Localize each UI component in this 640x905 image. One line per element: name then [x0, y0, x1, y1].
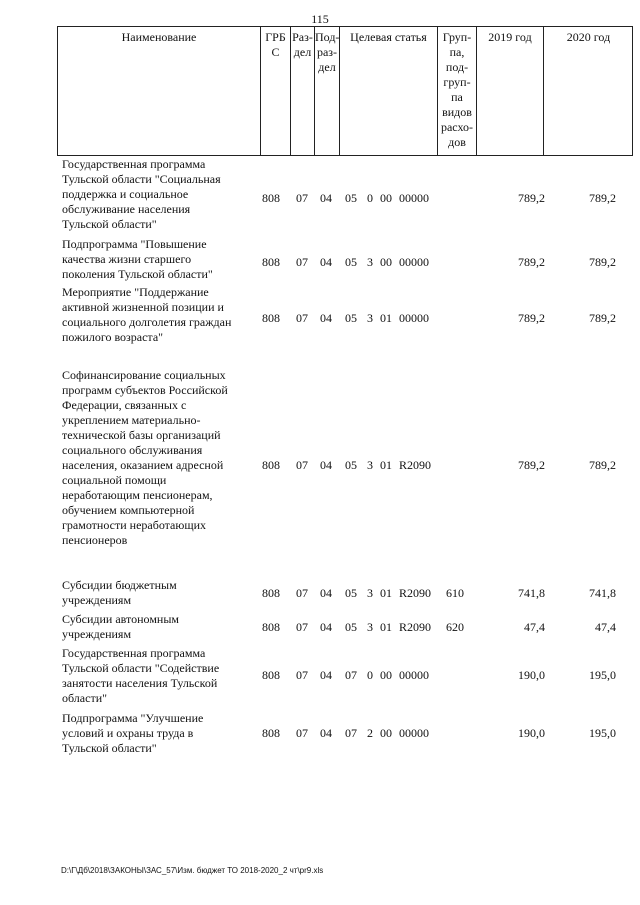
row-article-code: 00000	[399, 311, 429, 325]
row-razdel: 07	[296, 255, 308, 269]
row-name: Государственная программа Тульской области "Содействие занятости населения Тульской области"	[62, 646, 220, 705]
row-article-event: 00	[380, 668, 392, 682]
row-grbs: 808	[262, 311, 280, 325]
row-article-code: 00000	[399, 255, 429, 269]
row-2019: 190,0	[518, 726, 545, 740]
row-podrazdel: 04	[320, 586, 332, 600]
table-row	[0, 578, 640, 610]
table-row	[0, 237, 640, 283]
row-article-subprogram: 0	[367, 668, 373, 682]
row-article-event: 00	[380, 726, 392, 740]
row-grbs: 808	[262, 726, 280, 740]
table-row	[0, 285, 640, 349]
row-expense-group: 620	[446, 620, 464, 634]
row-2019: 47,4	[524, 620, 545, 634]
row-article-code: R2090	[399, 586, 432, 600]
row-article-program: 05	[345, 311, 357, 325]
row-article-program: 05	[345, 620, 357, 634]
header-grbs: ГРБ С	[260, 27, 290, 155]
page-number: 115	[311, 12, 329, 26]
row-article-program: 07	[345, 726, 357, 740]
row-name: Субсидии бюджетным учреждениям	[62, 578, 177, 607]
row-article-subprogram: 3	[367, 458, 373, 472]
header-2020: 2020 год	[543, 27, 633, 155]
table-row	[0, 612, 640, 644]
row-article-program: 05	[345, 255, 357, 269]
row-article-code: R2090	[399, 458, 432, 472]
footer-file-path: D:\Г\Дб\2018\ЗАКОНЫ\ЗАС_57\Изм. бюджет ТО 2018-2020_2 чт\pr9.xls	[61, 866, 324, 875]
row-article-event: 01	[380, 458, 392, 472]
row-article-subprogram: 2	[367, 726, 373, 740]
row-article-event: 01	[380, 311, 392, 325]
row-article-event: 00	[380, 191, 392, 205]
row-article-subprogram: 3	[367, 586, 373, 600]
row-name: Подпрограмма "Повышение качества жизни старшего поколения Тульской области"	[62, 237, 213, 281]
row-article-event: 00	[380, 255, 392, 269]
row-article-code: 00000	[399, 191, 429, 205]
row-podrazdel: 04	[320, 191, 332, 205]
header-podrazdel: Под- раз- дел	[314, 27, 339, 155]
header-name: Наименование	[121, 30, 197, 44]
row-2019: 741,8	[518, 586, 545, 600]
row-article-program: 05	[345, 586, 357, 600]
row-2019: 789,2	[518, 191, 545, 205]
row-2019: 789,2	[518, 255, 545, 269]
row-podrazdel: 04	[320, 726, 332, 740]
header-razdel: Раз- дел	[290, 27, 314, 155]
row-grbs: 808	[262, 620, 280, 634]
header-2019: 2019 год	[476, 27, 543, 155]
row-2020: 741,8	[589, 586, 616, 600]
row-2020: 789,2	[589, 191, 616, 205]
row-2020: 789,2	[589, 255, 616, 269]
row-grbs: 808	[262, 191, 280, 205]
row-podrazdel: 04	[320, 458, 332, 472]
row-article-program: 05	[345, 191, 357, 205]
row-2020: 789,2	[589, 311, 616, 325]
table-row	[0, 157, 640, 233]
row-podrazdel: 04	[320, 255, 332, 269]
row-podrazdel: 04	[320, 311, 332, 325]
row-article-program: 05	[345, 458, 357, 472]
row-name: Мероприятие "Поддержание активной жизненной позиции и социального долголетия граждан пожилого возраста"	[62, 285, 232, 344]
row-grbs: 808	[262, 586, 280, 600]
header-expense-group: Груп- па, под- груп- па видов расхо- дов	[437, 27, 476, 155]
row-grbs: 808	[262, 668, 280, 682]
row-razdel: 07	[296, 311, 308, 325]
row-2020: 195,0	[589, 726, 616, 740]
table-row	[0, 646, 640, 710]
row-article-code: R2090	[399, 620, 432, 634]
row-grbs: 808	[262, 255, 280, 269]
row-expense-group: 610	[446, 586, 464, 600]
row-article-subprogram: 0	[367, 191, 373, 205]
row-2019: 789,2	[518, 311, 545, 325]
table-row	[0, 368, 640, 558]
table-row	[0, 711, 640, 759]
row-razdel: 07	[296, 668, 308, 682]
row-name: Подпрограмма "Улучшение условий и охраны труда в Тульской области"	[62, 711, 204, 755]
row-article-event: 01	[380, 586, 392, 600]
table-header	[57, 26, 633, 156]
row-razdel: 07	[296, 586, 308, 600]
row-podrazdel: 04	[320, 668, 332, 682]
row-article-code: 00000	[399, 668, 429, 682]
row-razdel: 07	[296, 726, 308, 740]
row-grbs: 808	[262, 458, 280, 472]
row-razdel: 07	[296, 191, 308, 205]
header-target-article: Целевая статья	[339, 27, 437, 155]
row-2020: 789,2	[589, 458, 616, 472]
row-podrazdel: 04	[320, 620, 332, 634]
row-2019: 190,0	[518, 668, 545, 682]
row-razdel: 07	[296, 458, 308, 472]
row-name: Государственная программа Тульской области "Социальная поддержка и социальное обслуживание населения Тульской области"	[62, 157, 221, 231]
row-name: Софинансирование социальных программ субъектов Российской Федерации, связанных с укреплением материально- технической базы организаций социального обслуживания населения, оказанием адресной социальной помощи неработающим пенсионерам, обучением компьютерной грамотности неработающих пенсионеров	[62, 368, 228, 547]
row-2020: 195,0	[589, 668, 616, 682]
row-article-event: 01	[380, 620, 392, 634]
row-2019: 789,2	[518, 458, 545, 472]
row-razdel: 07	[296, 620, 308, 634]
row-article-subprogram: 3	[367, 255, 373, 269]
row-article-code: 00000	[399, 726, 429, 740]
row-name: Субсидии автономным учреждениям	[62, 612, 179, 641]
row-article-subprogram: 3	[367, 620, 373, 634]
row-article-program: 07	[345, 668, 357, 682]
row-2020: 47,4	[595, 620, 616, 634]
row-article-subprogram: 3	[367, 311, 373, 325]
